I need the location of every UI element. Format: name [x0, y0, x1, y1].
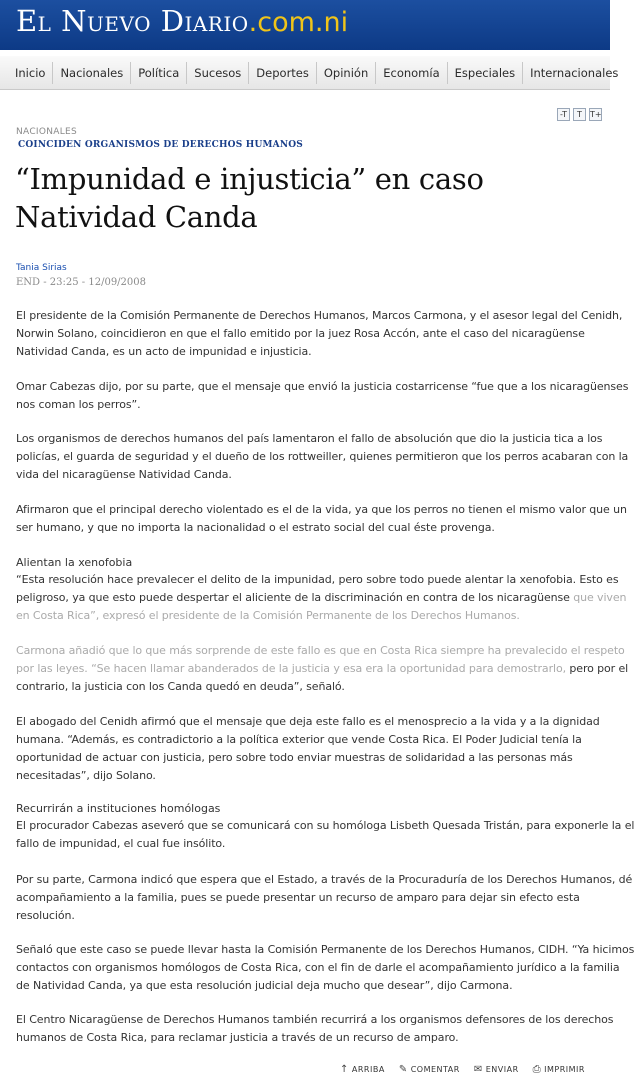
comentar-button[interactable]	[399, 1064, 460, 1075]
comentar-label: COMENTAR	[410, 1065, 460, 1074]
paragraph-9: Por su parte, Carmona indicó que espera que el Estado, a través de la Procuraduría de los Derechos Humanos, dé acompañamiento a la familia, pues se puede presentar un recurso de amparo para dejar sin efecto esta resolución.	[16, 873, 633, 922]
up-arrow-icon: ↑	[340, 1064, 349, 1075]
paragraph-7: El abogado del Cenidh afirmó que el mensaje que deja este fallo es el menosprecio a la vida y a la dignidad humana. “Además, es contradictorio a la política exterior que vende Costa Rica. El Poder Judicial tenía la oportunidad de actuar con justicia, pero sobre todo enviar muestras de solidaridad a las personas más necesitadas”, dijo Solano.	[16, 715, 600, 782]
article-subhead: COINCIDEN ORGANISMOS DE DERECHOS HUMANOS	[18, 140, 304, 150]
paragraph-8: El procurador Cabezas aseveró que se comunicará con su homóloga Lisbeth Quesada Tristán, para exponerle la el fallo de impunidad, el cual fue insólito.	[16, 819, 635, 850]
comment-icon: ✎	[398, 1064, 408, 1075]
imprimir-button[interactable]	[533, 1064, 585, 1075]
paragraph-4: Afirmaron que el principal derecho violentado es el de la vida, ya que los perros no tienen el mismo valor que un ser humano, y que no importa la nacionalidad o el estrato social del cual éste provenga.	[16, 503, 627, 534]
nav-internacionales[interactable]: Internacionales	[530, 65, 619, 80]
nav-sucesos[interactable]: Sucesos	[187, 62, 249, 84]
nav-economia[interactable]: Economía	[376, 62, 447, 84]
nav-deportes[interactable]: Deportes	[249, 62, 317, 84]
logo-main: El Nuevo Diario	[16, 4, 249, 38]
masthead	[0, 0, 610, 50]
section-label[interactable]: NACIONALES	[16, 127, 78, 137]
decrease-text-button[interactable]: -T	[557, 108, 570, 121]
enviar-button[interactable]	[474, 1064, 519, 1075]
enviar-label: ENVIAR	[485, 1065, 519, 1074]
imprimir-label: IMPRIMIR	[544, 1065, 585, 1074]
paragraph-5-main: “Esta resolución hace prevalecer el delito de la impunidad, pero sobre todo puede alentar la xenofobia. Esto es peligroso, ya que esto puede despertar el aliciente de la discriminación en contra de los nicaragüense	[16, 573, 619, 604]
paragraph-11: El Centro Nicaragüense de Derechos Humanos también recurrirá a los organismos defensores de los derechos humanos de Costa Rica, para reclamar justicia a través de un recurso de amparo.	[16, 1013, 614, 1044]
nav-nacionales[interactable]: Nacionales	[53, 62, 131, 84]
arriba-label: ARRIBA	[351, 1065, 385, 1074]
nav-especiales[interactable]: Especiales	[448, 62, 523, 84]
paragraph-5-faded: que viven en Costa Rica”, expresó el presidente de la Comisión Permanente de los Derechos Humanos.	[16, 591, 627, 622]
subheading-instituciones: Recurrirán a instituciones homólogas	[16, 802, 221, 815]
article-title: “Impunidad e injusticia” en caso Natividad Canda	[15, 162, 484, 234]
increase-text-button[interactable]: T+	[590, 110, 602, 119]
text-size-controls	[557, 108, 605, 121]
paragraph-2: Omar Cabezas dijo, por su parte, que el mensaje que envió la justicia costarricense “fue que a los nicaragüenses nos coman los perros”.	[16, 380, 629, 411]
logo-domain: .com.ni	[248, 7, 349, 38]
paragraph-6-main: pero por el contrario, la justicia con los Canda quedó en deuda”, señaló.	[16, 662, 629, 693]
nav-politica[interactable]: Política	[131, 62, 187, 84]
paragraph-6-faded: Carmona añadió que lo que más sorprende de este fallo es que en Costa Rica siempre ha prevalecido el respeto por las leyes. “Se hacen llamar abanderados de la justicia y esa era la oportunidad para demostrarlo,	[16, 644, 625, 675]
main-nav	[0, 56, 619, 90]
site-logo[interactable]	[16, 4, 348, 38]
subheading-xenofobia: Alientan la xenofobia	[16, 556, 133, 569]
paragraph-1: El presidente de la Comisión Permanente de Derechos Humanos, Marcos Carmona, y el asesor legal del Cenidh, Norwin Solano, coincidieron en que el fallo emitido por la juez Rosa Accón, ante el caso del nicaragüense Natividad Canda, es un acto de impunidad e injusticia.	[16, 309, 623, 358]
nav-inicio[interactable]: Inicio	[0, 62, 53, 84]
paragraph-6	[16, 642, 636, 696]
paragraph-5	[16, 571, 636, 625]
paragraph-3: Los organismos de derechos humanos del país lamentaron el fallo de absolución que dio la justicia tica a los policías, el guarda de seguridad y el dueño de los rottweiller, quienes permitieron que los perros acabaran con la vida del nicaragüense Natividad Canda.	[16, 432, 629, 481]
normal-text-button[interactable]: T	[573, 108, 586, 121]
paragraph-10: Señaló que este caso se puede llevar hasta la Comisión Permanente de los Derechos Humanos, CIDH. “Ya hicimos contactos con organismos homólogos de Costa Rica, con el fin de darle el acompañamiento jurídico a la familia de Natividad Canda, ya que esta resolución judicial deja mucho que desear”, dijo Carmona.	[16, 943, 635, 992]
print-icon: ⎙	[532, 1064, 542, 1075]
article-dateline: END - 23:25 - 12/09/2008	[16, 277, 146, 288]
article-actions	[340, 1064, 599, 1075]
arriba-button[interactable]	[340, 1064, 385, 1075]
mail-icon: ✉	[473, 1064, 483, 1075]
nav-opinion[interactable]: Opinión	[317, 62, 376, 84]
article-author[interactable]: Tania Sirias	[16, 263, 67, 273]
